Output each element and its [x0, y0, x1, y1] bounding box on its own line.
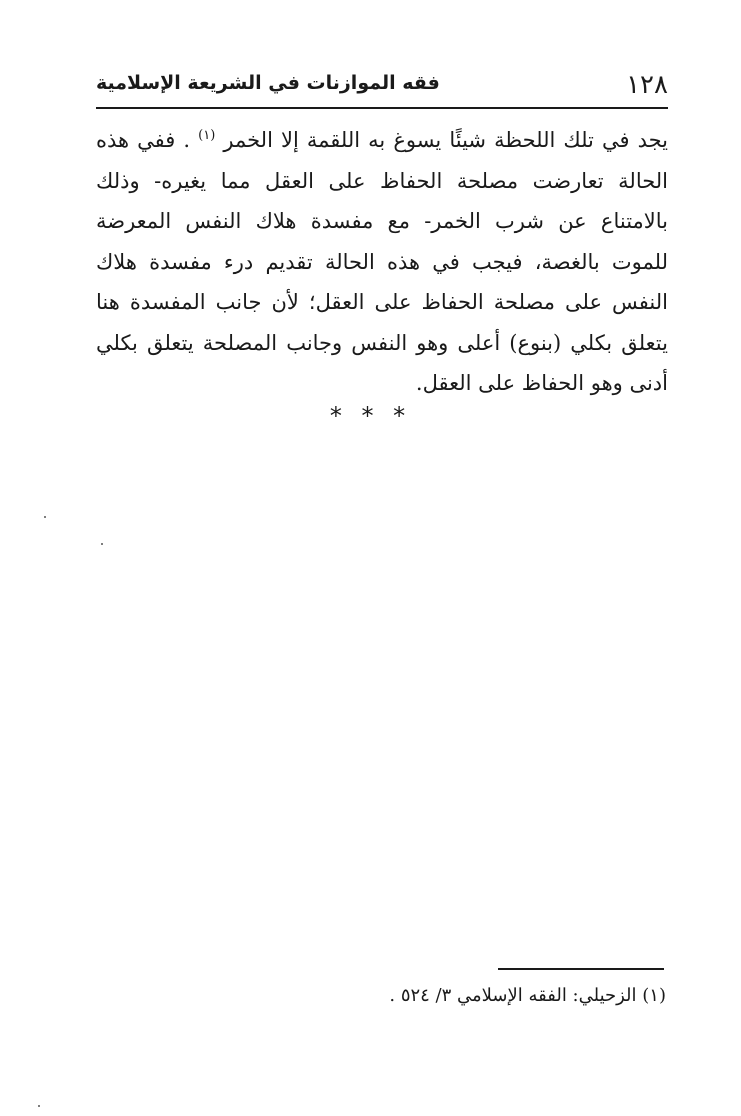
footnote-reference[interactable]: (١) — [198, 128, 216, 143]
running-title: فقه الموازنات في الشريعة الإسلامية — [96, 72, 440, 94]
header-rule — [96, 107, 668, 109]
paragraph-text-start: يجد في تلك اللحظة شيئًا يسوغ به اللقمة إلا الخمر — [223, 128, 668, 152]
scan-speck — [38, 1105, 40, 1107]
scan-speck — [44, 516, 46, 518]
footnote-rule — [498, 968, 664, 970]
body-paragraph — [96, 120, 668, 404]
page-number: ١٢٨ — [626, 70, 668, 100]
main-text — [96, 120, 668, 404]
scan-speck — [101, 543, 103, 545]
page-header — [96, 66, 668, 106]
paragraph-text-continued: . ففي هذه الحالة تعارضت مصلحة الحفاظ على العقل مما يغيره- وذلك بالامتناع عن شرب الخمر- مع مفسدة هلاك النفس المعرضة للموت بالغصة، فيجب في هذه الحالة تقديم درء مفسدة هلاك النفس على مصلحة الحفاظ على العقل؛ لأن جانب المفسدة هنا يتعلق بكلي (بنوع) أعلى وهو النفس وجانب المصلحة يتعلق بكلي أدنى وهو الحفاظ على العقل. — [96, 128, 668, 395]
footnote: (١) الزحيلي: الفقه الإسلامي ٣/ ٥٢٤ . — [389, 985, 666, 1006]
section-ornament: * * * — [329, 402, 412, 430]
